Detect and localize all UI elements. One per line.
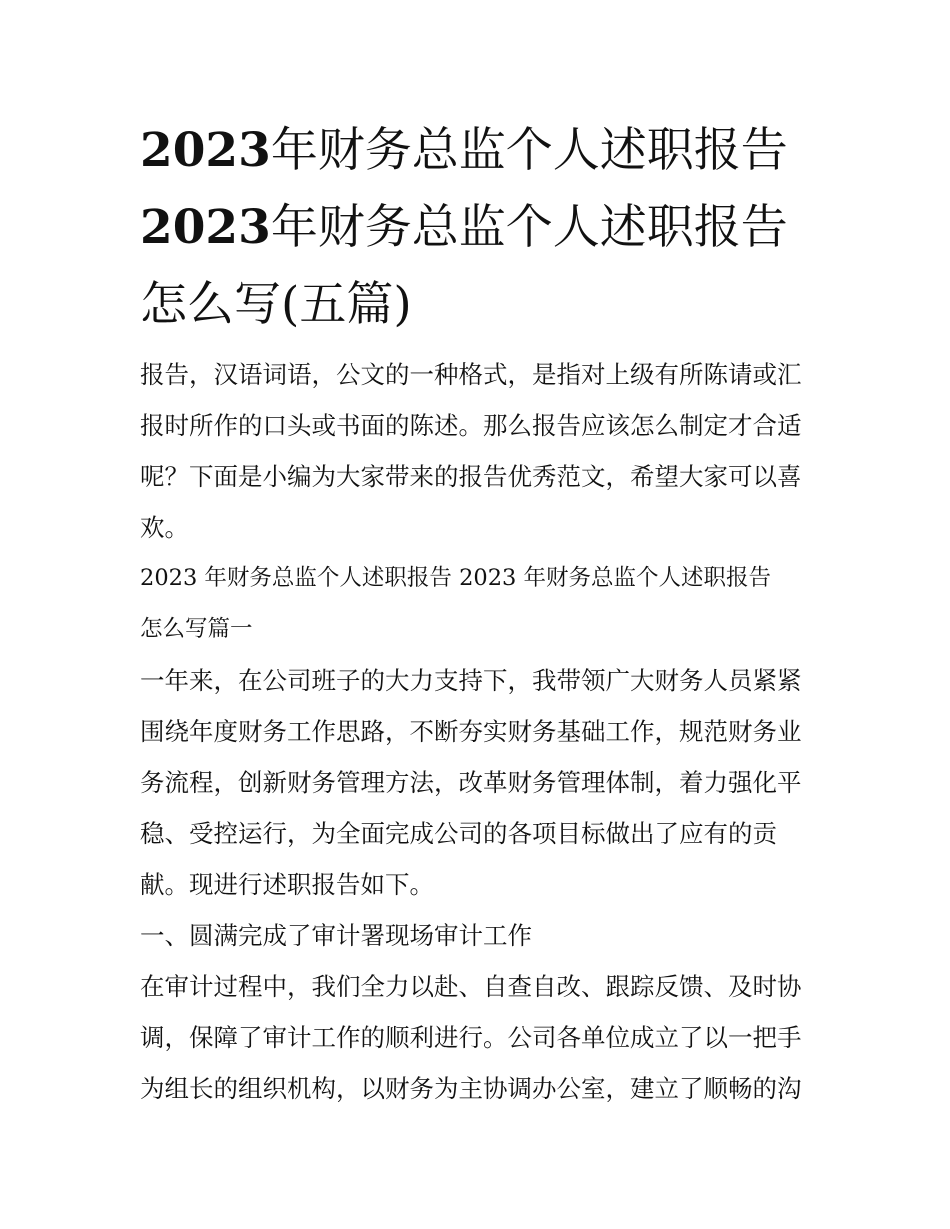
text-line: 报告，汉语词语，公文的一种格式，是指对上级有所陈请或汇: [140, 360, 802, 389]
text-line: 献。现进行述职报告如下。: [140, 870, 434, 899]
title-text: 年财务总监个人述职报告: [270, 123, 788, 178]
text-line: 报时所作的口头或书面的陈述。那么报告应该怎么制定才合适: [140, 411, 802, 440]
text-line: 2023 年财务总监个人述职报告 2023 年财务总监个人述职报告: [140, 565, 771, 591]
text-line: 稳、受控运行，为全面完成公司的各项目标做出了应有的贡: [140, 819, 777, 848]
title-year: 2023: [140, 123, 271, 178]
title-text: 怎么写(五篇): [140, 277, 412, 332]
section-heading: [140, 553, 815, 655]
document-page: [140, 112, 815, 1114]
subheading: 一、圆满完成了审计署现场审计工作: [140, 921, 532, 950]
text-line: 调，保障了审计工作的顺利进行。公司各单位成立了以一把手: [140, 1023, 802, 1052]
text-line: 在审计过程中，我们全力以赴、自查自改、跟踪反馈、及时协: [140, 972, 802, 1001]
body-paragraph: [140, 655, 815, 910]
text-line: 围绕年度财务工作思路，不断夯实财务基础工作，规范财务业: [140, 717, 802, 746]
audit-paragraph: [140, 961, 815, 1114]
title-line: [140, 189, 815, 266]
text-line: 怎么写篇一: [140, 616, 253, 642]
text-line: 欢。: [140, 513, 189, 542]
title-line: [140, 266, 815, 343]
document-title: [140, 112, 815, 343]
text-line: 为组长的组织机构，以财务为主协调办公室，建立了顺畅的沟: [140, 1074, 802, 1103]
intro-paragraph: [140, 349, 815, 553]
title-text: 年财务总监个人述职报告: [270, 200, 788, 255]
text-line: 呢？下面是小编为大家带来的报告优秀范文，希望大家可以喜: [140, 462, 802, 491]
title-line: [140, 112, 815, 189]
text-line: 一年来，在公司班子的大力支持下，我带领广大财务人员紧紧: [140, 666, 802, 695]
text-line: 务流程，创新财务管理方法，改革财务管理体制，着力强化平: [140, 768, 802, 797]
title-year: 2023: [140, 200, 271, 255]
